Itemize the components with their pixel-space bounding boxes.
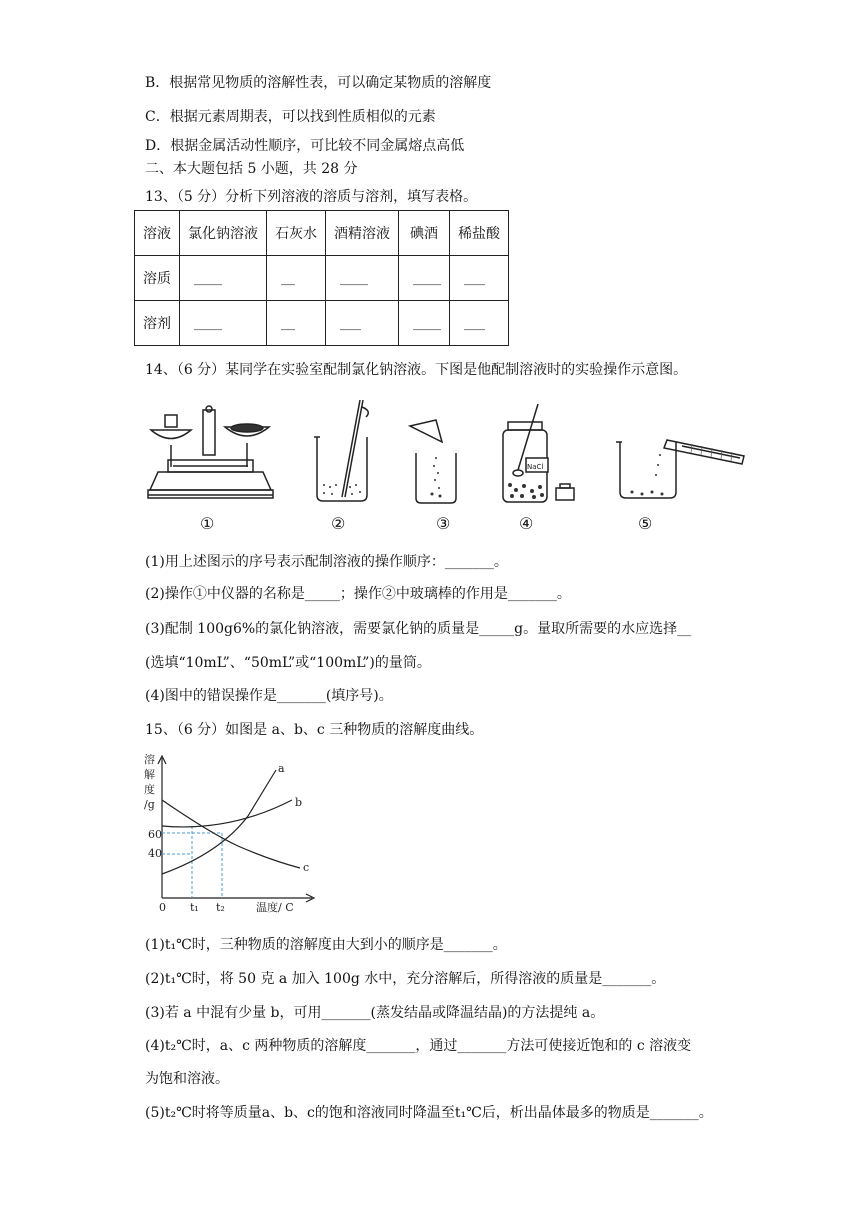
y-tick-label: 60: [148, 828, 162, 841]
table-header-cell: 碘酒: [399, 211, 450, 256]
section-heading: 二、本大题包括 5 小题，共 28 分: [145, 161, 358, 177]
table-header-cell: 酒精溶液: [326, 211, 399, 256]
balance-illustration: [143, 405, 278, 505]
row-label: 溶剂: [135, 301, 180, 346]
solution-table: [134, 210, 509, 346]
q15-stem: 15、（6 分）如图是 a、b、c 三种物质的溶解度曲线。: [145, 722, 484, 738]
option-d: D．根据金属活动性顺序，可比较不同金属熔点高低: [145, 138, 465, 154]
curve-a: [162, 770, 276, 874]
figure-label: ①: [200, 514, 215, 533]
answer-blank[interactable]: ____: [399, 301, 450, 346]
q14-part3: (3)配制 100g6%的氯化钠溶液，需要氯化钠的质量是_____g。量取所需要的水应选择__: [145, 621, 692, 637]
y-axis-label: 度: [144, 783, 155, 796]
option-c: C．根据元素周期表，可以找到性质相似的元素: [145, 109, 436, 125]
table-header-cell: 稀盐酸: [450, 211, 509, 256]
q14-part2: (2)操作①中仪器的名称是_____；操作②中玻璃棒的作用是_______。: [145, 586, 571, 602]
x-tick-label: t₂: [216, 901, 225, 914]
nacl-jar-illustration: [498, 400, 580, 506]
answer-blank[interactable]: ____: [399, 256, 450, 301]
q14-part4: (4)图中的错误操作是_______(填序号)。: [145, 688, 393, 704]
y-tick-label: 40: [148, 847, 162, 860]
figure-label: ③: [436, 514, 451, 533]
y-axis-label: /g: [144, 798, 155, 811]
nacl-label: NaCl: [527, 463, 544, 471]
beaker-stirring-illustration: [312, 395, 372, 505]
origin-label: 0: [159, 901, 166, 914]
q14-part3-cont: (选填“10mL”、“50mL”或“100mL”)的量筒。: [145, 655, 431, 671]
answer-blank[interactable]: ____: [180, 256, 267, 301]
answer-blank[interactable]: ___: [326, 301, 399, 346]
table-header-cell: 氯化钠溶液: [180, 211, 267, 256]
answer-blank[interactable]: ___: [450, 256, 509, 301]
table-header-row: [135, 211, 509, 256]
beaker-pour-solid-illustration: [408, 418, 463, 506]
table-row: [135, 301, 509, 346]
solubility-chart: [140, 748, 330, 918]
series-label-a: a: [278, 762, 285, 775]
answer-blank[interactable]: ____: [180, 301, 267, 346]
q14-part1: (1)用上述图示的序号表示配制溶液的操作顺序：_______。: [145, 554, 508, 570]
series-label-b: b: [295, 796, 303, 809]
q15-part3: (3)若 a 中混有少量 b，可用_______(蒸发结晶或降温结晶)的方法提纯 a。: [145, 1005, 605, 1021]
option-b: B．根据常见物质的溶解性表，可以确定某物质的溶解度: [145, 75, 492, 91]
q15-part4: (4)t₂℃时，a、c 两种物质的溶解度_______，通过_______方法可使接近饱和的 c 溶液变: [145, 1038, 692, 1054]
answer-blank[interactable]: __: [267, 301, 326, 346]
q15-part5: (5)t₂℃时将等质量a、b、c的饱和溶液同时降温至t₁℃后，析出晶体最多的物质是_______。: [145, 1105, 713, 1121]
y-axis-label: 溶: [144, 753, 155, 766]
row-label: 溶质: [135, 256, 180, 301]
answer-blank[interactable]: ___: [450, 301, 509, 346]
answer-blank[interactable]: ____: [326, 256, 399, 301]
answer-blank[interactable]: __: [267, 256, 326, 301]
figure-label: ②: [331, 514, 346, 533]
q14-stem: 14、（6 分）某同学在实验室配制氯化钠溶液。下图是他配制溶液时的实验操作示意图。: [145, 362, 688, 378]
q15-part2: (2)t₁℃时，将 50 克 a 加入 100g 水中，充分溶解后，所得溶液的质量是_______。: [145, 971, 666, 987]
table-header-cell: 溶液: [135, 211, 180, 256]
series-label-c: c: [303, 861, 310, 874]
q13-stem: 13、（5 分）分析下列溶液的溶质与溶剂，填写表格。: [145, 189, 478, 205]
beaker-pour-liquid-illustration: [612, 420, 752, 505]
figure-label: ⑤: [638, 514, 653, 533]
figure-label: ④: [519, 514, 534, 533]
table-header-cell: 石灰水: [267, 211, 326, 256]
x-tick-label: t₁: [190, 901, 199, 914]
y-axis-label: 解: [144, 768, 155, 781]
q15-part4-cont: 为饱和溶液。: [145, 1071, 229, 1087]
q15-part1: (1)t₁℃时，三种物质的溶解度由大到小的顺序是_______。: [145, 937, 507, 953]
x-axis-label: 温度/ C: [256, 901, 294, 914]
table-row: [135, 256, 509, 301]
